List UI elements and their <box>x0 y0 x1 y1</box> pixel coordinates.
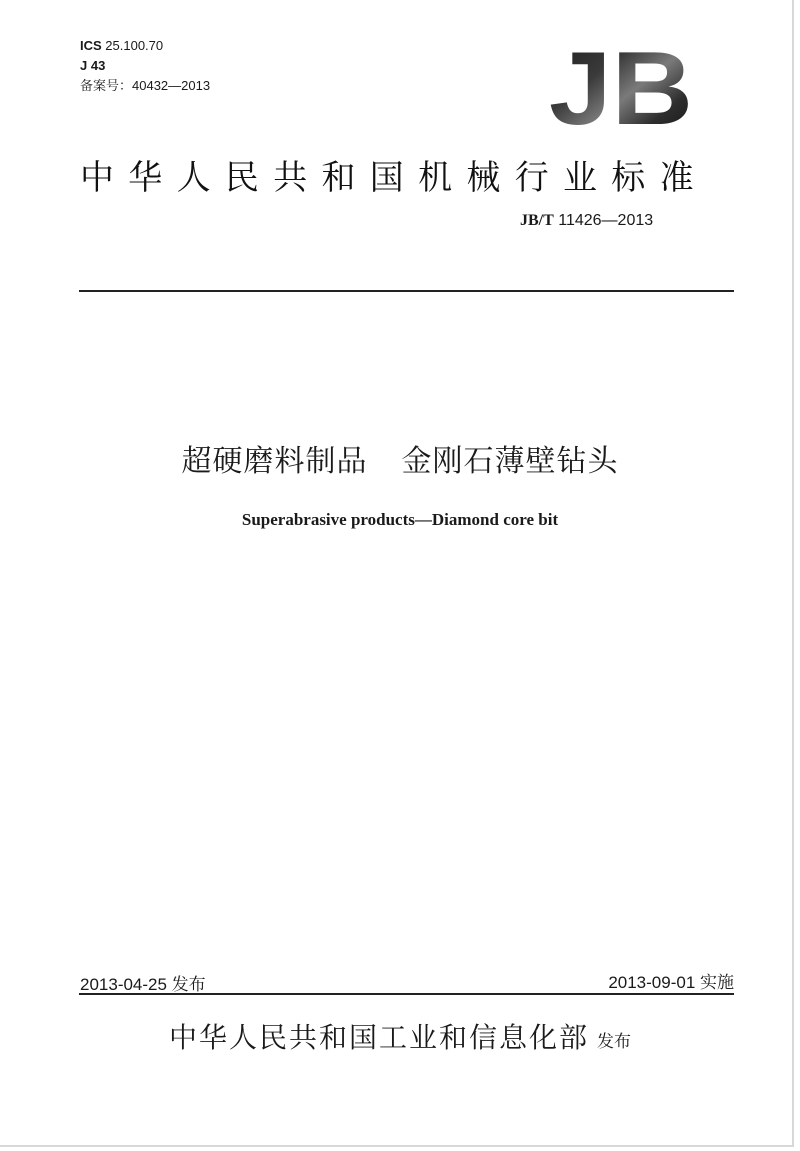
standard-number-value: 11426—2013 <box>553 212 654 229</box>
title-chinese-part2: 金刚石薄壁钻头 <box>401 444 619 479</box>
top-divider <box>79 290 734 292</box>
issuer-line <box>0 1016 800 1056</box>
issuer-org: 中华人民共和国工业和信息化部 <box>168 1021 589 1054</box>
class-code: J 43 <box>80 58 106 73</box>
title-chinese <box>0 436 800 480</box>
standard-number <box>520 212 653 230</box>
ics-code: ICS 25.100.70 <box>80 38 164 53</box>
record-number: 备案号：40432—2013 <box>80 78 211 93</box>
jb-logo <box>548 44 694 130</box>
standard-number-prefix: JB/T <box>520 212 554 229</box>
issuer-action: 发布 <box>597 1032 631 1052</box>
effective-date: 2013-09-01 实施 <box>608 973 734 992</box>
header-meta <box>80 36 210 96</box>
title-chinese-part1: 超硬磨料制品 <box>181 444 368 479</box>
standard-category: 中华人民共和国机械行业标准 <box>80 158 708 198</box>
bottom-divider <box>79 993 734 995</box>
title-english: Superabrasive products—Diamond core bit <box>241 510 559 529</box>
issue-date: 2013-04-25 发布 <box>80 975 206 994</box>
jb-logo-graphic <box>548 44 694 130</box>
jb-logo-text: JB <box>549 44 693 130</box>
